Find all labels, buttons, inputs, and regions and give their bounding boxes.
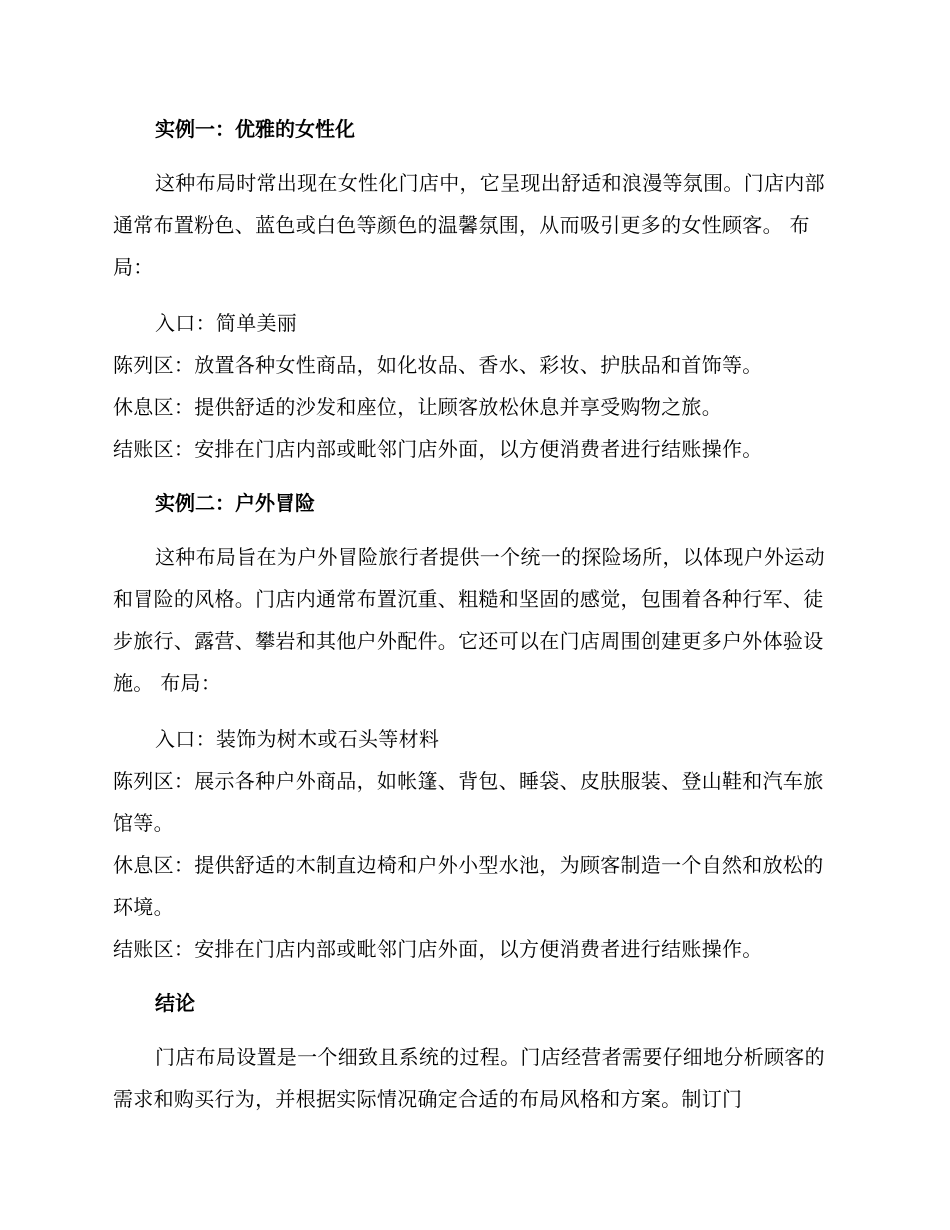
layout-item-entrance: 入口：简单美丽	[155, 311, 298, 335]
spacer	[113, 1024, 833, 1036]
layout-item-rest: 休息区：提供舒适的沙发和座位，让顾客放松休息并享受购物之旅。	[113, 395, 722, 419]
section-heading-example2: 实例二：户外冒险	[155, 491, 315, 515]
layout-item-display: 陈列区：放置各种女性商品，如化妆品、香水、彩妆、护肤品和首饰等。	[113, 353, 763, 377]
paragraph-conclusion: 门店布局设置是一个细致且系统的过程。门店经营者需要仔细地分析顾客的需求和购买行为，并根据实际情况确定合适的布局风格和方案。制订门	[113, 1045, 825, 1111]
spacer	[113, 704, 833, 718]
spacer	[113, 288, 833, 302]
paragraph-example2-description: 这种布局旨在为户外冒险旅行者提供一个统一的探险场所，以体现户外运动和冒险的风格。门店内通常布置沉重、粗糙和坚固的感觉，包围着各种行军、徒步旅行、露营、攀岩和其他户外配件。它还可以在门店周围创建更多户外体验设施。 布局：	[113, 545, 825, 695]
spacer	[113, 970, 833, 982]
section-heading-example1: 实例一：优雅的女性化	[155, 117, 355, 141]
layout-item-entrance: 入口：装饰为树木或石头等材料	[155, 727, 440, 751]
layout-item-rest: 休息区：提供舒适的木制直边椅和户外小型水池，为顾客制造一个自然和放松的环境。	[113, 853, 824, 919]
spacer	[113, 150, 833, 162]
spacer	[113, 524, 833, 536]
layout-item-display: 陈列区：展示各种户外商品，如帐篷、背包、睡袋、皮肤服装、登山鞋和汽车旅馆等。	[113, 769, 824, 835]
paragraph-example1-description: 这种布局时常出现在女性化门店中，它呈现出舒适和浪漫等氛围。门店内部通常布置粉色、蓝色或白色等颜色的温馨氛围，从而吸引更多的女性顾客。 布局：	[113, 171, 825, 279]
layout-item-checkout: 结账区：安排在门店内部或毗邻门店外面，以方便消费者进行结账操作。	[113, 937, 763, 961]
spacer	[113, 470, 833, 482]
section-heading-conclusion: 结论	[155, 991, 195, 1015]
document-body	[113, 108, 833, 1120]
layout-item-checkout: 结账区：安排在门店内部或毗邻门店外面，以方便消费者进行结账操作。	[113, 437, 763, 461]
